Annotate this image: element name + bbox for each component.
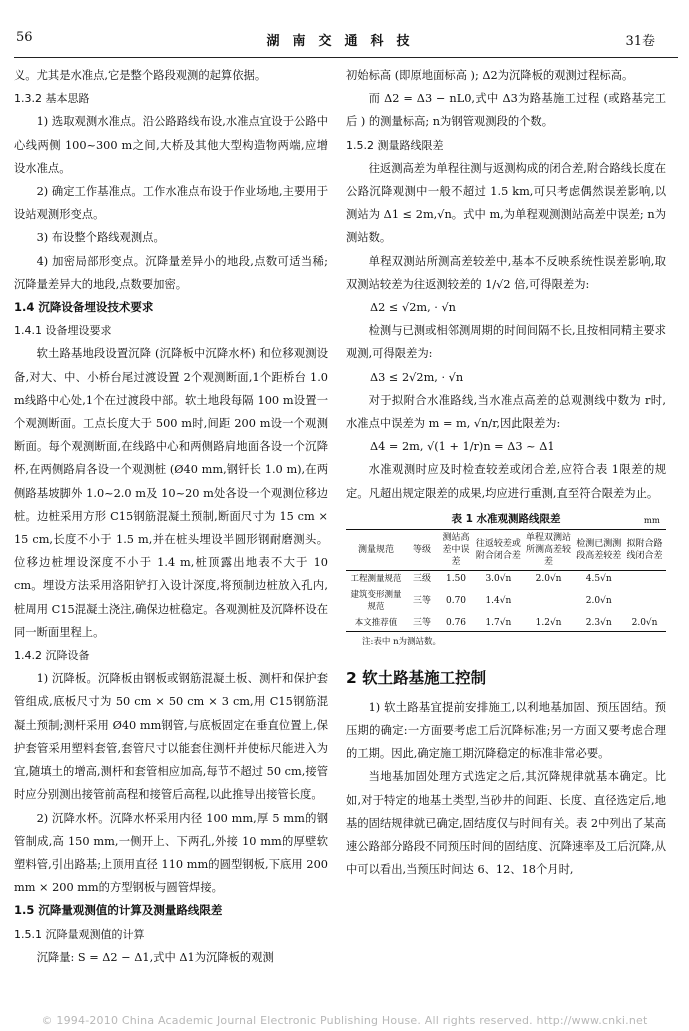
paragraph: 单程双测站所测高差较差中,基本不反映系统性误差影响,取双测站较差为往返测较差的 1/√2 倍,可得限差为: [346, 254, 666, 291]
subsection-heading: 1.3.2 基本思路 [14, 92, 90, 106]
paragraph: 沉降量: S = Δ2 − Δ1,式中 Δ1为沉降板的观测 [36, 950, 274, 964]
right-column [346, 64, 666, 881]
table-cell: 2.0√n [585, 595, 612, 606]
paragraph: 2) 沉降水杯。沉降水杯采用内径 100 mm,厚 5 mm的钢管制成,高 150 mm,一侧开上、下两孔,外接 10 mm的厚壁软塑料管,引出路基;上顶用直径 110 mm的圆型钢板,下底用 200 mm × 200 mm的方型钢板与圆管焊接。 [14, 811, 328, 895]
section-heading: 1.5 沉降量观测值的计算及测量路线限差 [14, 903, 223, 918]
volume-label: 31卷 [625, 34, 655, 49]
paragraph: 4) 加密局部形变点。沉降量差异小的地段,点数可适当稀;沉降量差异大的地段,点数要加密。 [14, 254, 328, 291]
table-cell: 1.2√n [535, 617, 562, 628]
table-cell [523, 587, 575, 615]
paragraph: 而 Δ2 = Δ3 − nL0,式中 Δ3为路基施工过程 (或路基完工后 ) 的测量标高; n为钢管观测段的个数。 [346, 92, 666, 129]
paragraph: 对于拟附合水准路线,当水准点高差的总观测线中数为 r时,水准点中误差为 m = m, √n/r,因此限差为: [346, 393, 666, 431]
table-unit: mm [643, 515, 660, 526]
table-row [346, 615, 666, 632]
table-header-cell: 等级 [412, 544, 431, 555]
paragraph: 初始标高 (即原地面标高 ); Δ2为沉降板的观测过程标高。 [346, 69, 634, 82]
table-cell [623, 587, 666, 615]
page-number: 56 [16, 30, 33, 45]
paragraph: 义。尤其是水准点,它是整个路段观测的起算依据。 [14, 69, 267, 82]
major-section-heading: 2 软土路基施工控制 [346, 668, 487, 687]
table-cell: 4.5√n [585, 573, 612, 584]
paragraph: 软土路基地段设置沉降 (沉降板中沉降水杯) 和位移观测设备,对大、中、小桥台尾过渡设置 2个观测断面,1个距桥台 1.0 m线路中心处,1个在过渡段中部。软土地段每隔 100 m设置一个观测断面。工点长度大于 500 m时,间距 200 m设一个观测断面。每个观测断面,在线路中心和两侧路肩地面各设一个沉降杯,在两侧路肩各设一个观测桩 (Ø40 mm,钢钎长 1.0 m),在两侧路基坡脚外 1.0~2.0 m及 10~20 m处各设一个观测位移边桩。边桩采用方形 C15钢筋混凝土预制,断面尺寸为 15 cm × 15 cm,长度不小于 1.5 m,并在桩头埋设半圆形钢耐磨测头。位移边桩埋设深度不小于 1.4 m,桩顶露出地表不大于 10 cm。埋设方法采用洛阳铲打入设计深度,将预制边桩放入孔内,桩周用 C15混凝土浇注,确保边桩稳定。各观测桩及沉降杯设在同一断面里程上。 [14, 347, 328, 639]
table-caption: 表 1 水准观测路线限差 [451, 512, 561, 525]
running-header [0, 30, 689, 50]
table-cell: 本文推荐值 [354, 617, 398, 628]
table-row [346, 570, 666, 587]
table-header-cell: 检测已测测段高差较差 [576, 538, 622, 561]
paragraph: 1) 沉降板。沉降板由钢板或钢筋混凝土板、测杆和保护套管组成,底板尺寸为 50 cm × 50 cm × 3 cm,用 C15钢筋混凝土预制;测杆采用 Ø40 mm钢管,与底板固定在垂直位置上,保护套管采用塑料套管,套管尺寸以能套住测杆并使标尺能进入为宜,随填土的增高,测杆和套管相应加高,每节不超过 50 cm,接管时应分别测出接管前高程和接管后高程,以此推导出接管长度。 [14, 672, 328, 802]
table-header-cell: 单程双测站所测高差较差 [526, 532, 572, 567]
table-cell: 三等 [412, 617, 431, 628]
paragraph: 水准观测时应及时检查较差或闭合差,应符合表 1限差的规定。凡超出规定限差的成果,均应进行重测,直至符合限差为止。 [346, 463, 666, 500]
table-header-cell: 测量规范 [357, 544, 394, 555]
header-rule [14, 57, 678, 58]
table-header-cell: 拟附合路线闭合差 [626, 538, 663, 561]
table-cell: 工程测量规范 [350, 573, 402, 584]
table-cell: 1.7√n [485, 617, 512, 628]
table-row [346, 587, 666, 615]
table-cell: 2.3√n [585, 617, 612, 628]
subsection-heading: 1.4.1 设备埋设要求 [14, 324, 112, 338]
table-caption-row [346, 509, 666, 529]
subsection-heading: 1.5.2 测量路线限差 [346, 138, 444, 152]
table-cell: 0.70 [445, 595, 467, 606]
limits-table-block [346, 509, 666, 650]
table-cell: 三级 [412, 573, 431, 584]
table-cell: 1.4√n [485, 595, 512, 606]
table-cell: 0.76 [445, 617, 467, 628]
section-heading: 1.4 沉降设备埋设技术要求 [14, 300, 154, 315]
left-column [14, 64, 328, 969]
formula: Δ2 ≤ √2m, · √n [370, 301, 456, 315]
table-cell: 3.0√n [485, 573, 512, 584]
formula: Δ3 ≤ 2√2m, · √n [370, 370, 464, 384]
limits-table [346, 529, 666, 632]
paragraph: 2) 确定工作基准点。工作水准点布设于作业场地,主要用于设站观测形变点。 [14, 185, 328, 222]
paragraph: 往返测高差为单程往测与返测构成的闭合差,附合路线长度在公路沉降观测中一般不超过 1.5 km,可只考虑偶然误差影响,以测站为 Δ1 ≤ 2m,√n。式中 m,为单程观测测站高差中误差; n为测站数。 [346, 161, 666, 245]
journal-title: 湖南交通科技 [266, 34, 423, 49]
table-header-cell: 测站高差中误差 [442, 532, 470, 567]
table-header-row [346, 529, 666, 570]
paragraph: 1) 选取观测水准点。沿公路路线布设,水准点宜设于公路中心线两侧 100~300 m之间,大桥及其他大型构造物两端,应增设水准点。 [14, 115, 328, 175]
table-header-cell: 往返较差或附合闭合差 [475, 538, 521, 561]
table-cell [623, 570, 666, 587]
subsection-heading: 1.5.1 沉降量观测值的计算 [14, 927, 145, 941]
table-cell: 三等 [412, 595, 431, 606]
subsection-heading: 1.4.2 沉降设备 [14, 649, 90, 663]
formula: Δ4 = 2m, √(1 + 1/r)n = Δ3 ~ Δ1 [370, 440, 555, 454]
table-cell: 建筑变形测量规范 [350, 589, 402, 612]
copyright-watermark: © 1994-2010 China Academic Journal Electronic Publishing House. All rights reserved. http://www.cnki.net [41, 1014, 648, 1027]
paragraph: 3) 布设整个路线观测点。 [36, 231, 165, 245]
paragraph: 检测与已测或相邻测周期的时间间隔不长,且按相同精主要求观测,可得限差为: [346, 324, 666, 361]
table-note: 注:表中 n为测站数。 [362, 636, 442, 647]
table-cell: 1.50 [445, 573, 467, 584]
table-cell: 2.0√n [631, 617, 658, 628]
table-cell: 2.0√n [535, 573, 562, 584]
paragraph: 当地基加固处理方式选定之后,其沉降规律就基本确定。比如,对于特定的地基土类型,当砂井的间距、长度、直径选定后,地基的固结规律就已确定,固结度仅与时间有关。表 2中列出了某高速公路部分路段不同预压时间的固结度、沉降速率及工后沉降,从中可以看出,当预压时间达 6、12、18个月时, [346, 770, 666, 877]
paragraph: 1) 软土路基宜提前安排施工,以利地基加固、预压固结。预压期的确定:一方面要考虑工后沉降标准;另一方面又要考虑合理的工期。因此,确定施工期沉降稳定的标准非常必要。 [346, 700, 666, 761]
